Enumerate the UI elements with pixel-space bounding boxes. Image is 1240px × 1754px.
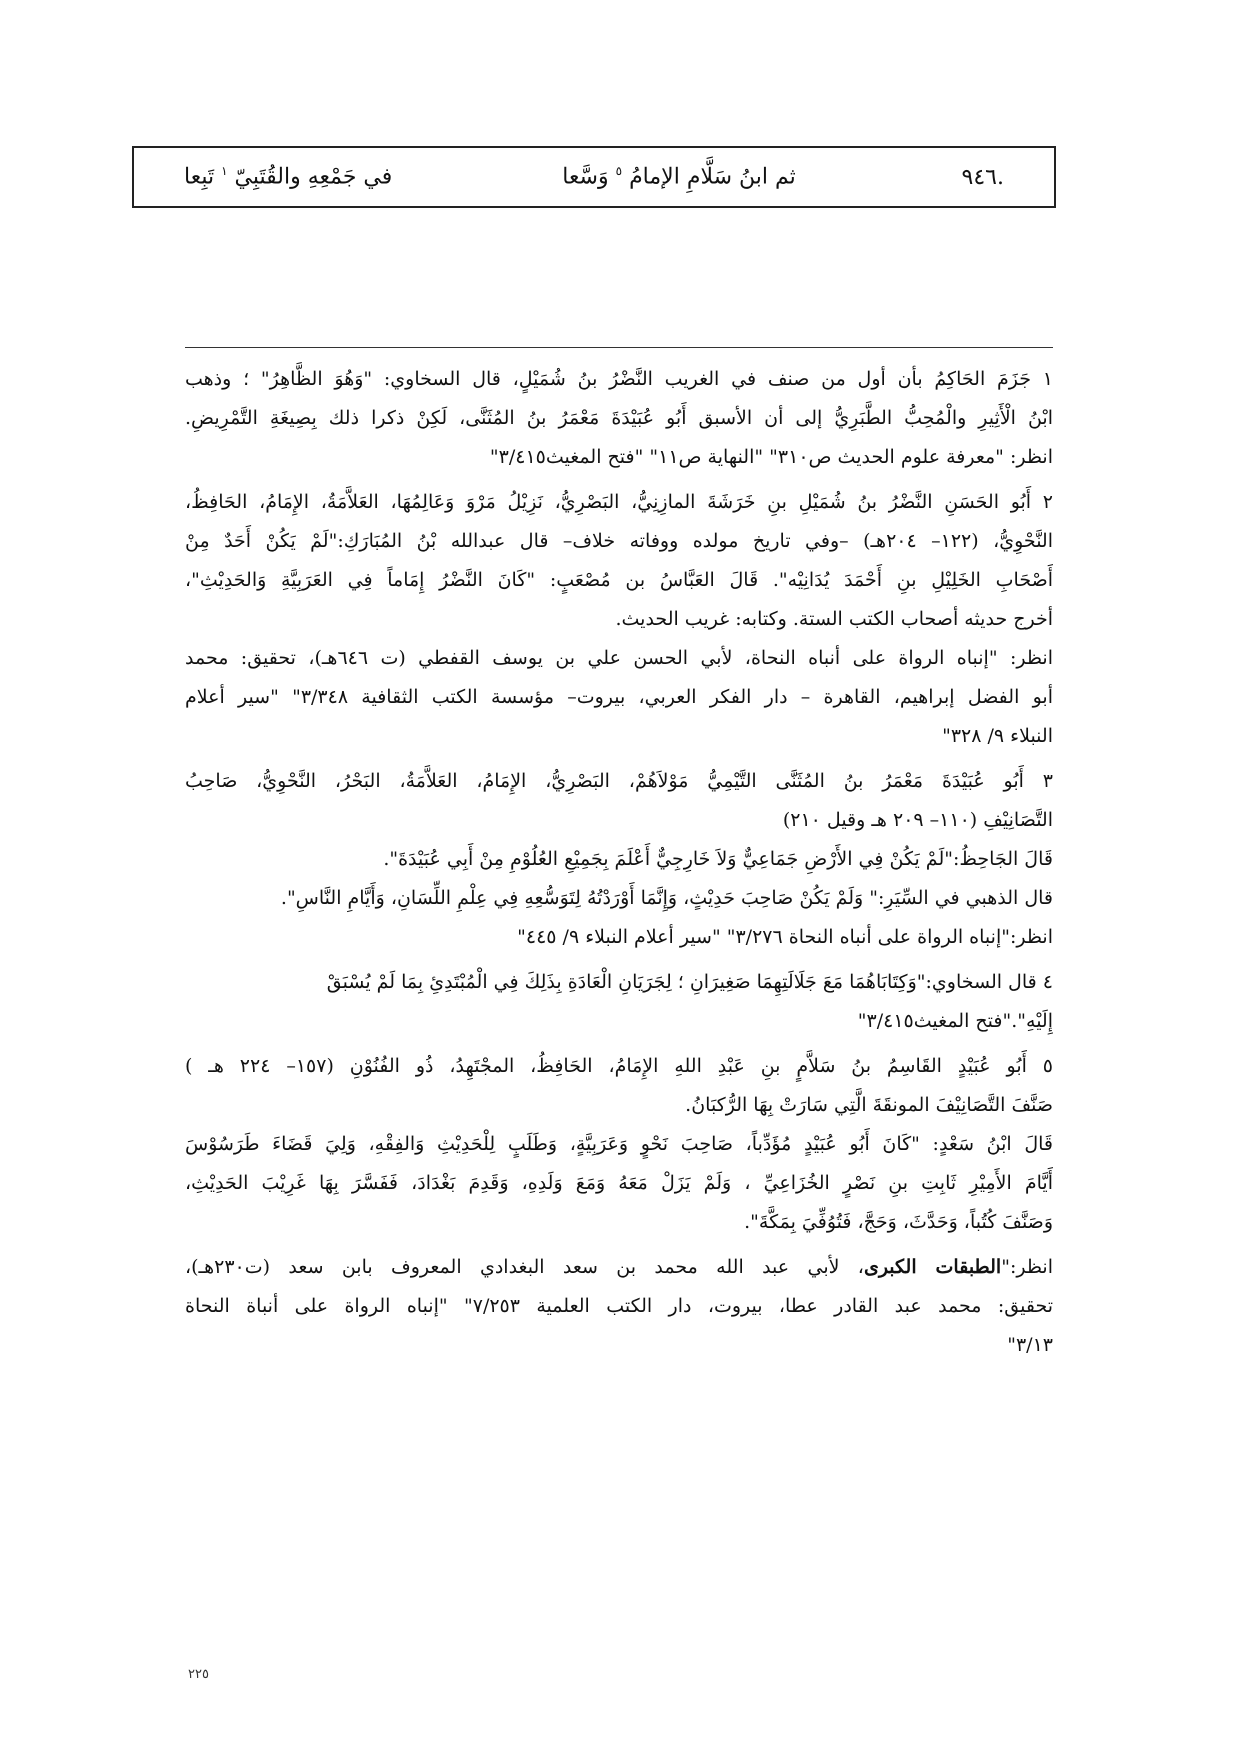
footnote-line [185, 1248, 1053, 1287]
citation-prefix: انظر: "إنباه الرواة على أنباه النحاة [750, 647, 1053, 669]
first-hemistich-text: ثم ابنُ سَلَّامِ الإمامُ [629, 164, 796, 190]
verse-box [132, 146, 1056, 208]
footnote-line: أخرج حديثه أصحاب الكتب الستة. وكتابه: غريب الحديث. [615, 608, 1053, 630]
footnote-line: قال الذهبي في السِّيَرِ:" وَلَمْ يَكُنْ صَاحِبَ حَدِيْثٍ، وَإِنَّمَا أَوْرَدْتُهُ لِتَوَسُّعِهِ فِي عِلْمِ اللِّسَانِ، وَأَيَّامِ النَّاسِ". [280, 887, 1053, 909]
footnote-line: وَصَنَّفَ كُتُباً، وَحَدَّثَ، وَحَجَّ، فَتُوُفِّيَ بِمَكَّةَ". [744, 1211, 1053, 1233]
footnote-line: ٣/١٣" [1007, 1334, 1053, 1356]
footnote-line: ٥ أَبُو عُبَيْدٍ القَاسِمُ بنُ سَلاَّمٍ بنِ عَبْدِ اللهِ الإِمَامُ، الحَافِظُ، المجْتَهِدُ، ذُو الفُنُوْنِ (١٥٧– ٢٢٤ هـ ) [185, 1055, 1053, 1077]
citation-tail: ، لأبي عبد الله محمد بن سعد البغدادي المعروف بابن سعد (ت٢٣٠هـ)، [185, 1256, 864, 1278]
footnote-line: التَّصَانِيْفِ (١١٠– ٢٠٩ هـ وقيل ٢١٠) [782, 809, 1053, 831]
footnote-line: أَصْحَابِ الخَلِيْلِ بنِ أَحْمَدَ يُدَانِيْه". قَالَ العَبَّاسُ بن مُصْعَبٍ: "كَانَ النَّضْرُ إِمَاماً فِي العَرَبِيَّةِ وَالحَدِيْثِ"، [185, 569, 1053, 591]
second-hemistich [184, 164, 474, 189]
second-hemistich-tail: تَبِعا [184, 164, 215, 190]
footnote-line: إِلَيْهِ"."فتح المغيث٣/٤١٥" [857, 1010, 1053, 1032]
footnote-line: انظر: "معرفة علوم الحديث ص٣١٠" "النهاية ص١١" "فتح المغيث٣/٤١٥" [489, 446, 1053, 468]
footnote-line: النبلاء ٩/ ٣٢٨" [942, 725, 1053, 747]
first-hemistich [474, 164, 884, 189]
footnote-line [185, 639, 1053, 678]
footnote-line: ٣ أَبُو عُبَيْدَةَ مَعْمَرُ بنُ المُثَنَّى التَّيْمِيُّ مَوْلاَهُمْ، البَصْرِيُّ، الإِمَامُ، العَلاَّمَةُ، البَحْرُ، النَّحْوِيُّ، صَاحِبُ [185, 770, 1053, 792]
page-number: ٢٢٥ [188, 1667, 209, 1682]
footnote-line: ١ جَزَمَ الحَاكِمُ بأن أول من صنف في الغريب النَّضْرُ بنُ شُمَيْلٍ، قال السخاوي: "وَهُوَ الظَّاهِرُ" ؛ وذهب [185, 368, 1053, 390]
footnote-line: قَالَ ابْنُ سَعْدٍ: "كَانَ أَبُو عُبَيْدٍ مُؤَدِّباً، صَاحِبَ نَحْوٍ وَعَرَبِيَّةٍ، وَطَلَبٍ لِلْحَدِيْثِ وَالفِقْهِ، وَلِيَ قَضَاءَ طَرَسُوْسَ [185, 1133, 1053, 1155]
footnote-ref-1[interactable]: ١ [221, 164, 228, 179]
footnote-line: انظر:"إنباه الرواة على أنباه النحاة ٣/٢٧٦" "سير أعلام النبلاء ٩/ ٤٤٥" [517, 926, 1053, 948]
footnote-line: ٢ أَبُو الحَسَنِ النَّضْرُ بنُ شُمَيْلِ بنِ خَرَشَةَ المازِنِيُّ، البَصْرِيُّ، نَزِيْلُ مَرْوَ وَعَالِمُهَا، العَلاَّمَةُ، الإِمَامُ، الحَافِظُ، [185, 491, 1053, 513]
first-hemistich-tail: وَسَّعا [562, 164, 609, 190]
footnote-line: أَيَّامَ الأَمِيْرِ ثَابِتِ بنِ نَصْرٍ الخُزَاعِيِّ ، وَلَمْ يَزَلْ مَعَهُ وَمَعَ وَلَدِهِ، وَقَدِمَ بَغْدَادَ، فَفَسَّرَ بِهَا غَرِيْبَ الحَدِيْثِ، [185, 1172, 1053, 1194]
footnote-line: قَالَ الجَاحِظُ:"لَمْ يَكُنْ فِي الأَرْضِ جَمَاعِيٌّ وَلاَ خَارِجِيٌّ أَعْلَمَ بِجَمِيْعِ العُلُوْمِ مِنْ أَبِي عُبَيْدَةَ". [383, 848, 1053, 870]
citation-title: الطبقات الكبرى [863, 1256, 1002, 1278]
footnote-separator [185, 347, 1053, 348]
citation-tail: ، لأبي الحسن علي بن يوسف القفطي (ت ٦٤٦هـ)، تحقيق: محمد [185, 647, 751, 669]
footnote-line: ٤ قال السخاوي:"وَكِتَابَاهُمَا مَعَ جَلَالَتِهِمَا صَغِيرَانِ ؛ لِجَرَيَانِ الْعَادَةِ بِذَلِكَ فِي الْمُبْتَدِئِ بِمَا لَمْ يُسْبَقْ [326, 971, 1053, 993]
citation-prefix: انظر:" [1001, 1256, 1053, 1278]
footnote-line: ابْنُ الْأَثِيرِ والْمُحِبُّ الطَّبَرِيُّ إلى أن الأسبق أَبُو عُبَيْدَةَ مَعْمَرُ بنُ المُثَنَّى، لَكِنْ ذكرا ذلك بِصِيغَةِ التَّمْرِيضِ. [185, 407, 1053, 429]
verse-number: .٩٤٦ [961, 164, 1004, 190]
footnote-line: تحقيق: محمد عبد القادر عطا، بيروت، دار الكتب العلمية ٧/٢٥٣" "إنباه الرواة على أنباة النحاة [185, 1295, 1053, 1317]
footnote-line: صَنَّفَ التَّصَانِيْفَ المونقَةَ الَّتِي سَارَتْ بِهَا الرُّكبَانُ. [685, 1094, 1053, 1116]
footnote-line: النَّحْوِيُّ، (١٢٢– ٢٠٤هـ) –وفي تاريخ مولده ووفاته خلاف– قال عبدالله بْنُ المُبَارَكِ:"لَمْ يَكُنْ أَحَدٌ مِنْ [185, 530, 1053, 552]
footnotes [185, 360, 1053, 1365]
footnote-line: أبو الفضل إبراهيم، القاهرة – دار الفكر العربي، بيروت– مؤسسة الكتب الثقافية ٣/٣٤٨" "سير أعلام [185, 686, 1053, 708]
footnote-ref-5[interactable]: ٥ [615, 164, 623, 179]
second-hemistich-text: في جَمْعِهِ والقُتَبِيّ [234, 164, 393, 190]
